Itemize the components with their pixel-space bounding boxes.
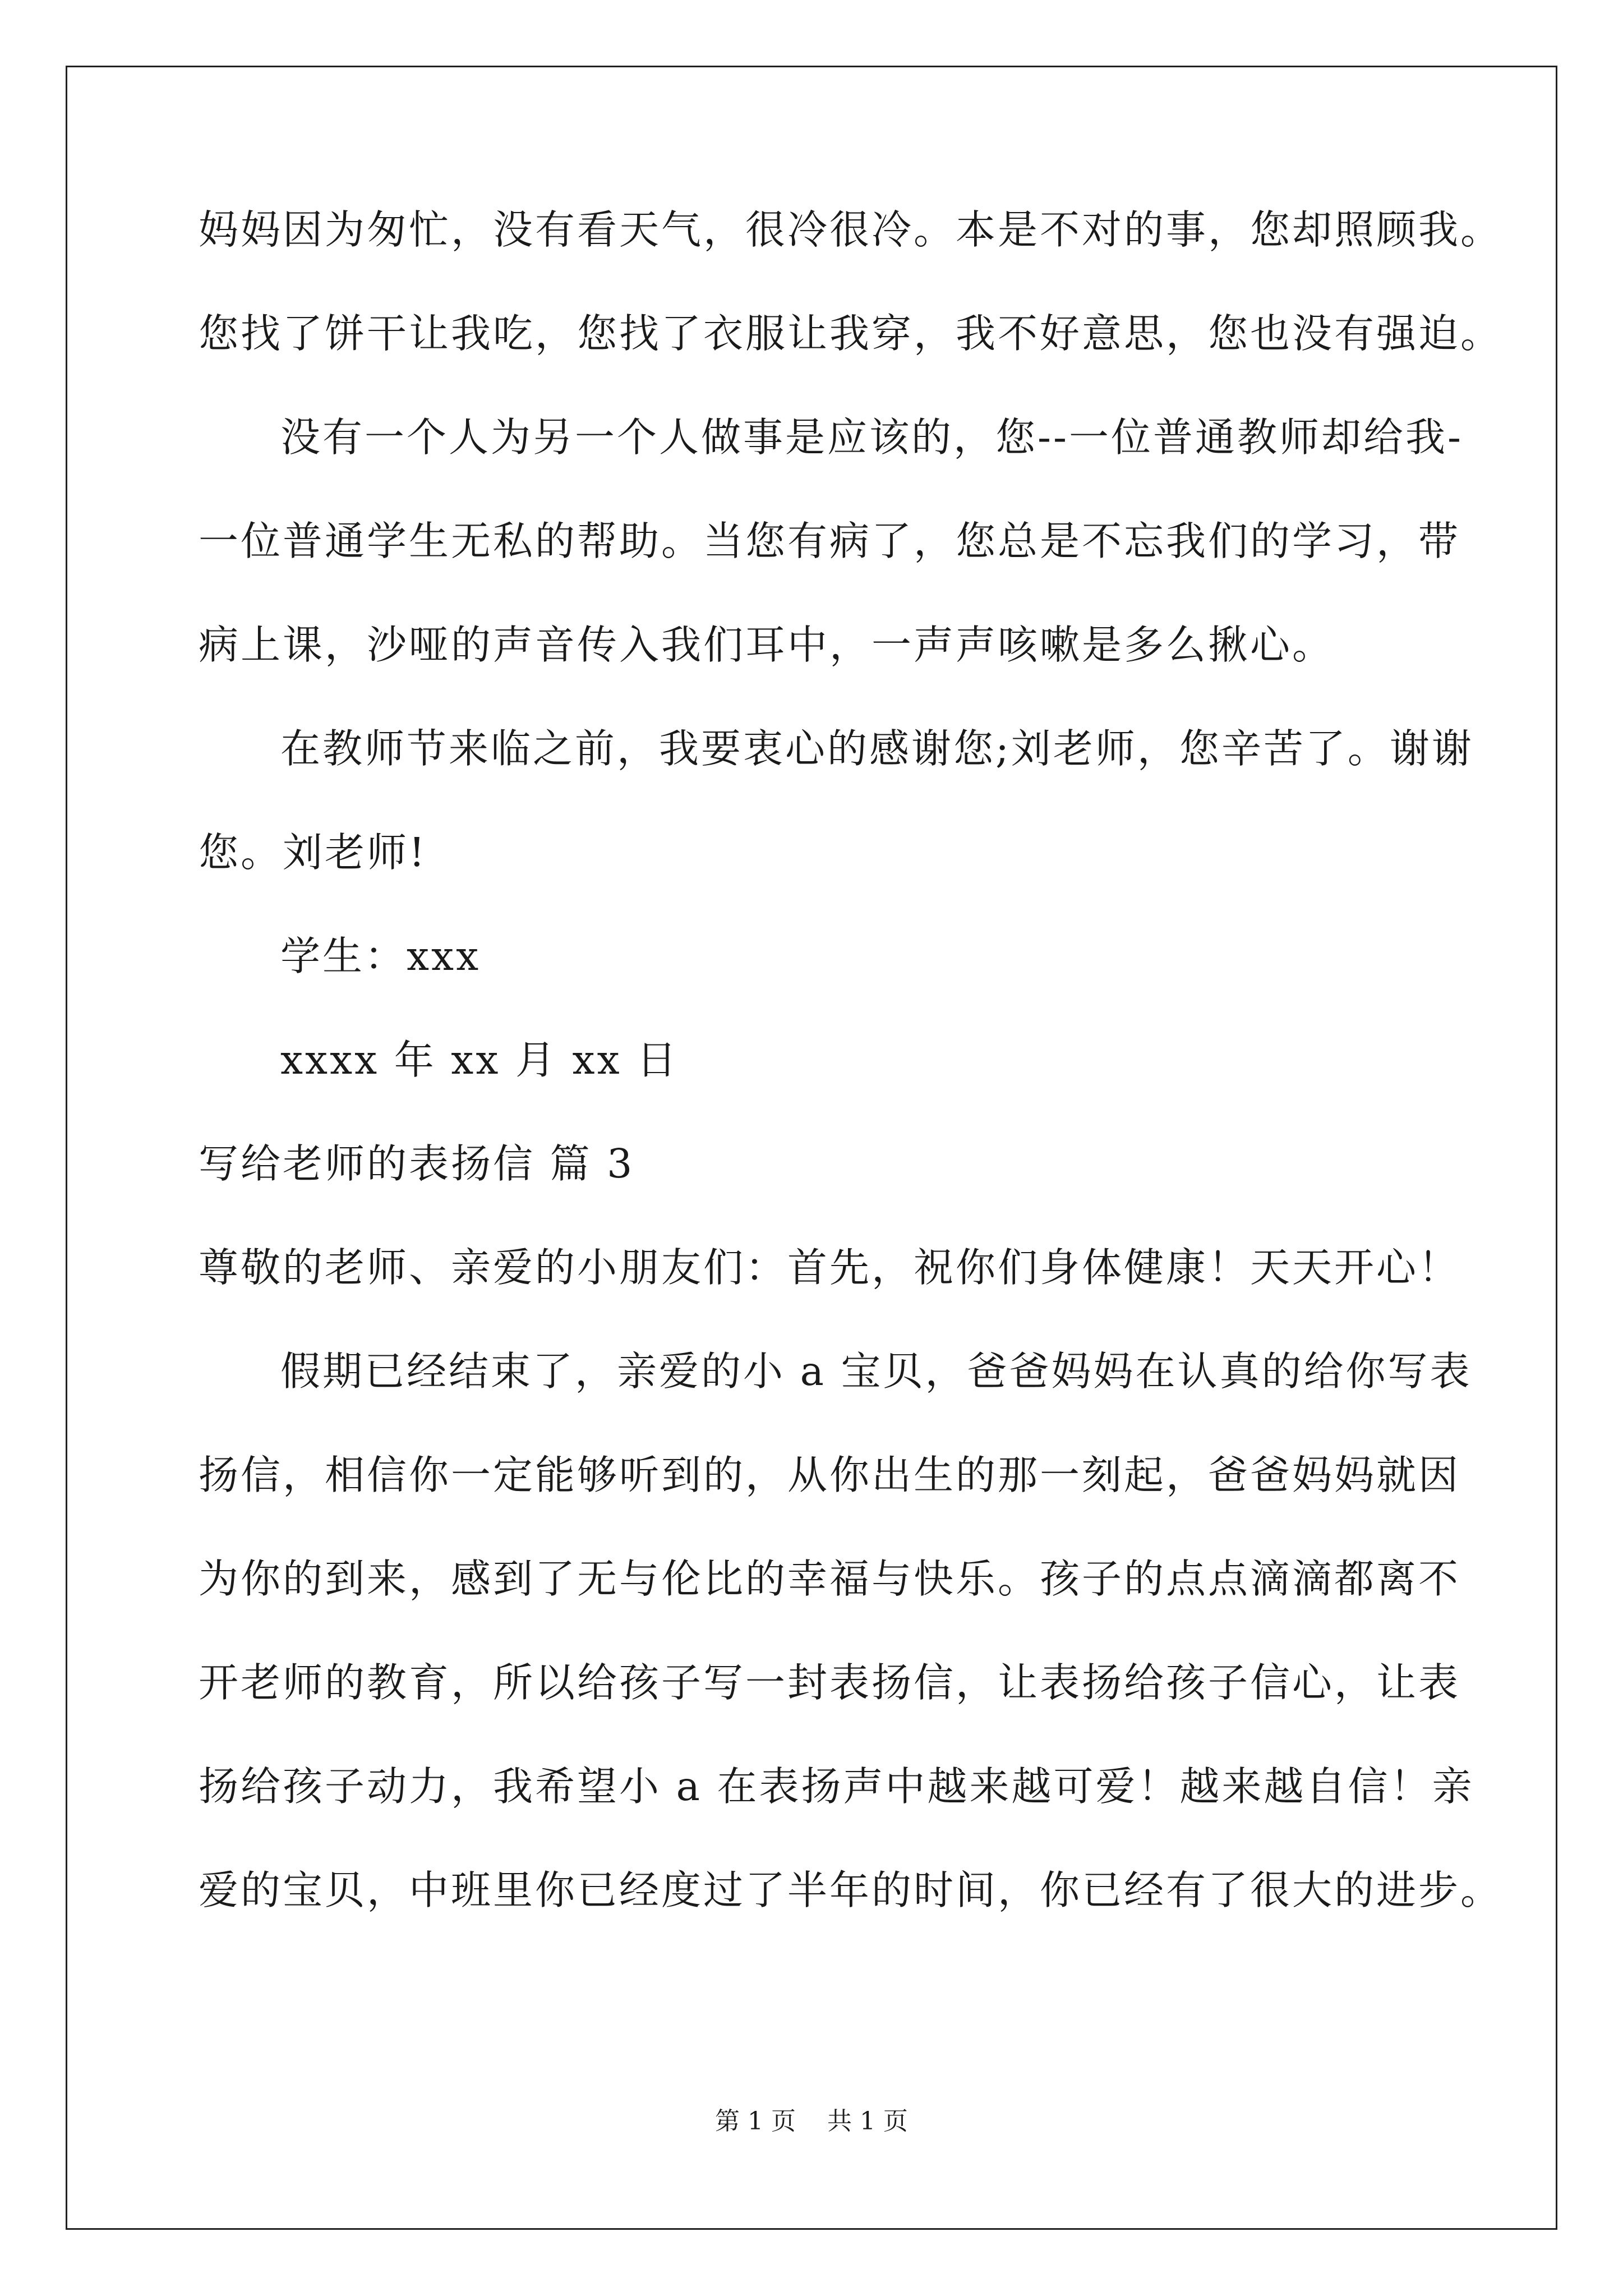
signature-student: 学生：xxx bbox=[280, 933, 481, 979]
section-heading: 写给老师的表扬信 篇 3 bbox=[199, 1140, 635, 1187]
body-line-13: 扬信，相信你一定能够听到的，从你出生的那一刻起，爸爸妈妈就因 bbox=[199, 1452, 1461, 1498]
body-line-6: 在教师节来临之前，我要衷心的感谢您;刘老师，您辛苦了。谢谢 bbox=[280, 725, 1474, 772]
body-line-2: 您找了饼干让我吃，您找了衣服让我穿，我不好意思，您也没有强迫。 bbox=[199, 310, 1503, 357]
body-line-15: 开老师的教育，所以给孩子写一封表扬信，让表扬给孩子信心，让表 bbox=[199, 1659, 1461, 1706]
body-line-16: 扬给孩子动力，我希望小 a 在表扬声中越来越可爱！越来越自信！亲 bbox=[199, 1763, 1474, 1810]
body-line-7: 您。刘老师! bbox=[199, 829, 427, 876]
page-number-footer: 第 1 页 共 1 页 bbox=[715, 2107, 908, 2136]
body-line-17: 爱的宝贝，中班里你已经度过了半年的时间，你已经有了很大的进步。 bbox=[199, 1867, 1503, 1913]
body-line-3: 没有一个人为另一个人做事是应该的，您--一位普通教师却给我- bbox=[280, 414, 1463, 461]
signature-date: xxxx 年 xx 月 xx 日 bbox=[280, 1037, 679, 1083]
body-line-5: 病上课，沙哑的声音传入我们耳中，一声声咳嗽是多么揪心。 bbox=[199, 622, 1335, 668]
body-line-4: 一位普通学生无私的帮助。当您有病了，您总是不忘我们的学习，带 bbox=[199, 518, 1461, 564]
body-line-1: 妈妈因为匆忙，没有看天气，很冷很冷。本是不对的事，您却照顾我。 bbox=[199, 206, 1503, 253]
greeting-line: 尊敬的老师、亲爱的小朋友们：首先，祝你们身体健康！天天开心！ bbox=[199, 1244, 1461, 1291]
body-line-14: 为你的到来，感到了无与伦比的幸福与快乐。孩子的点点滴滴都离不 bbox=[199, 1556, 1461, 1602]
body-line-12: 假期已经结束了，亲爱的小 a 宝贝，爸爸妈妈在认真的给你写表 bbox=[280, 1348, 1472, 1395]
